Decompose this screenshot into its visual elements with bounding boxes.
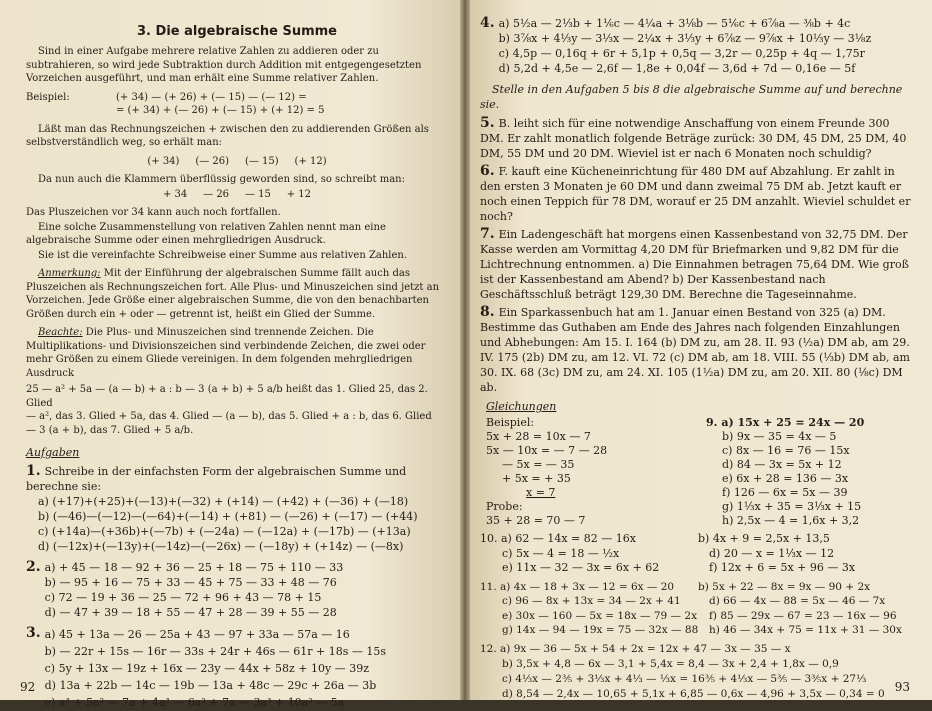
example-line-1: (+ 34) — (+ 26) + (— 15) — (— 12) = xyxy=(116,91,307,103)
task-5-text: B. leiht sich für eine notwendige Anschaffung von einem Freunde 300 DM. Er zahlt monatlich folgende Beträge zurück: 30 DM, 45 DM, 25 DM, 40 DM, 55 DM und 20 DM. Wieviel ist er nach 6 Monaten noch schuldig? xyxy=(480,117,907,160)
task-12-row: b) 3,5x + 4,8 — 6x — 3,1 + 5,4x = 8,4 — 3x + 2,4 + 1,8x — 0,9 xyxy=(502,657,839,670)
task-10-item: e) 11x — 32 — 3x = 6x + 62 xyxy=(502,561,660,574)
paragraph-3-expr: + 34 — 26 — 15 + 12 xyxy=(162,188,312,200)
example-eq-line: + 5x = + 35 xyxy=(502,472,571,485)
task-11-item: g) 14x — 94 — 19x = 75 — 32x — 88 xyxy=(502,624,699,636)
task-5: 5. B. leiht sich für eine notwendige Anschaffung von einem Freunde 300 DM. Er zahlt monatlich folgende Beträge zurück: 30 DM, 45 DM, 25 DM, 40 DM, 55 DM und 20 DM. Wieviel ist er nach 6 Monaten noch schuldig? xyxy=(480,115,907,160)
example-eq-line: x = 7 xyxy=(526,486,556,499)
note-label: Anmerkung: xyxy=(38,268,101,279)
task-11-item: e) 30x — 160 — 5x = 18x — 79 — 2x xyxy=(502,609,697,622)
page-number-right: 93 xyxy=(894,680,910,694)
task-3-row: b) — 22r + 15s — 16r — 33s + 24r + 46s — 61r + 18s — 15s xyxy=(44,645,386,658)
task-10-item: d) 20 — x = 1⅓x — 12 xyxy=(709,546,835,560)
task-9 xyxy=(706,416,916,528)
task-2-row: b) — 95 + 16 — 75 + 33 — 45 + 75 — 33 + 48 — 76 xyxy=(44,576,337,589)
task-4-row: b) 3⅞x + 4⅓y — 3⅓x — 2¼x + 3⅓y + 6⅞z — 9⅞x + 10⅓y — 3⅛z xyxy=(498,32,872,45)
task-1: 1. Schreibe in der einfachsten Form der algebraischen Summe und berechne sie: a) (+17)+(+25)+(—13)+(—32) + (+14) — (+42) + (—36) + (—18) b) (—46)—(—12)—(—64)+(—14) + (+81) — (—26) + (—17) — (+44) c) (+14a)—(+36b)+(—7b) + (—24a) — (—12a) + (—17b) — (+13a) d) (—12x)+(—13y)+(—14z)—(—26x) — (—18y) + (+14z) — (—8x) xyxy=(26,464,448,554)
task-9-row: h) 2,5x — 4 = 1,6x + 3,2 xyxy=(722,514,860,527)
task-9-row: g) 1⅓x + 35 = 3⅓x + 15 xyxy=(722,500,862,513)
task-9-row: 9. a) 15x + 25 = 24x — 20 xyxy=(706,416,865,429)
task-12-row: 12. a) 9x — 36 — 5x + 54 + 2x = 12x + 47 — 3x — 35 — x xyxy=(480,642,791,655)
task-7-text: Ein Ladengeschäft hat morgens einen Kassenbestand von 32,75 DM. Der Kasse werden am Vormittag 4,20 DM für Briefmarken und 9,82 DM für die Lichtrechnung entnommen. a) Die Einnahmen betragen 75,64 DM. Wie groß ist der Kassenbestand am Abend? b) Der Kassenbestand nach Geschäftsschluß beträgt 129,30 DM. Berechne die Tageseinnahme. xyxy=(480,228,909,301)
task-9-row: c) 8x — 16 = 76 — 15x xyxy=(722,444,850,457)
paragraph-6: Sie ist die vereinfachte Schreibweise einer Summe aus relativen Zahlen. xyxy=(38,249,408,261)
paragraph-4: Das Pluszeichen vor 34 kann auch noch fortfallen. xyxy=(26,207,281,218)
task-3-row: e) a³ + 5a² — 7a + 4a³ — 6a² + 7a — 3a³ + 10a² — 5a xyxy=(44,696,345,709)
task-3: 3. a) 45 + 13a — 26 — 25a + 43 — 97 + 33a — 57a — 16 b) — 22r + 15s — 16r — 33s + 24r + 46s — 61r + 18s — 15s c) 5y + 13x — 19z + 16x — 23y — 44x + 58z + 10y — 39z d) 13a + 22b — 14c — 19b — 13a + 48c — 29c + 26a — 3b e) a³ + 5a² — 7a + 4a³ — 6a² + 7a — 3a³ + 10a² — 5a xyxy=(26,625,386,709)
exercises-heading: Aufgaben xyxy=(26,446,80,459)
task-12 xyxy=(480,642,916,702)
beachte-paragraph xyxy=(26,326,448,380)
note-paragraph xyxy=(26,267,448,321)
example-eq-line: 5x — 10x = — 7 — 28 xyxy=(486,444,608,457)
expression-line-2: — a², das 3. Glied + 5a, das 4. Glied — (a — b), das 5. Glied + a : b, das 6. Glied xyxy=(26,411,432,422)
task-4-row: d) 5,2d + 4,5e — 2,6f — 1,8e + 0,04f — 3,6d + 7d — 0,16e — 5f xyxy=(498,62,856,75)
page-number-left: 92 xyxy=(20,680,36,694)
expression-block xyxy=(26,383,448,437)
note-text: Mit der Einführung der algebraischen Summe fällt auch das Pluszeichen als Rechnungszeichen fort. Alle Plus- und Minuszeichen sind jetzt an Vorzeichen. Jede Größe einer algebraischen Summe, die von den benachbarten Größen durch ein + oder — getrennt ist, heißt ein Glied der Summe. xyxy=(26,268,440,320)
task-10-item: f) 12x + 6 = 5x + 96 — 3x xyxy=(709,561,856,574)
task-2-row: a) + 45 — 18 — 92 + 36 — 25 + 18 — 75 + 110 — 33 xyxy=(44,561,344,574)
task-11-item: c) 96 — 8x + 13x = 34 — 2x + 41 xyxy=(502,595,681,607)
intro-paragraph: Sind in einer Aufgabe mehrere relative Zahlen zu addieren oder zu subtrahieren, so wird jede Subtraktion durch Addition mit entgegengesetzten Vorzeichen ausgeführt, und man erhält eine Summe relativer Zahlen. xyxy=(26,46,422,84)
paragraph-2-expr: (+ 34) (— 26) (— 15) (+ 12) xyxy=(147,155,327,167)
paragraph-3: Da nun auch die Klammern überflüssig geworden sind, so schreibt man: xyxy=(38,174,405,185)
task-4: 4. a) 5½a — 2⅓b + 1⅙c — 4¼a + 3⅛b — 5⅙c + 6⅞a — ⅜b + 4c b) 3⅞x + 4⅓y — 3⅓x — 2¼x + 3⅓y + 6⅞z — 9⅞x + 10⅓y — 3⅛z c) 4,5p — 0,16q + 6r + 5,1p + 0,5q — 3,2r — 0,25p + 4q — 1,75r d) 5,2d + 4,5e — 2,6f — 1,8e + 0,04f — 3,6d + 7d — 0,16e — 5f xyxy=(480,15,872,75)
example-eq-line: — 5x = — 35 xyxy=(502,458,575,471)
example-line-2: = (+ 34) + (— 26) + (— 15) + (+ 12) = 5 xyxy=(116,105,325,116)
section-title: 3. Die algebraische Summe xyxy=(137,24,337,39)
right-page xyxy=(470,0,932,700)
task-10 xyxy=(480,532,916,576)
task-10-item: 10. a) 62 — 14x = 82 — 16x xyxy=(480,532,636,545)
paragraph-5: Eine solche Zusammenstellung von relativen Zahlen nennt man eine algebraische Summe oder einen mehrgliedrigen Ausdruck. xyxy=(26,221,386,246)
task-12-row: d) 8,54 — 2,4x — 10,65 + 5,1x + 6,85 — 0,6x — 4,96 + 3,5x — 0,34 = 0 xyxy=(502,687,885,700)
task-1-row: d) (—12x)+(—13y)+(—14z)—(—26x) — (—18y) + (+14z) — (—8x) xyxy=(38,540,404,553)
equations-heading: Gleichungen xyxy=(486,400,557,413)
task-1-intro: Schreibe in der einfachsten Form der algebraischen Summe und berechne sie: xyxy=(26,465,407,493)
task-3-row: a) 45 + 13a — 26 — 25a + 43 — 97 + 33a — 57a — 16 xyxy=(44,628,350,641)
example-equations xyxy=(480,416,696,528)
task-1-row: a) (+17)+(+25)+(—13)+(—32) + (+14) — (+42) + (—36) + (—18) xyxy=(38,495,409,508)
beachte-text: Die Plus- und Minuszeichen sind trennende Zeichen. Die Multiplikations- und Divisionszeichen sind verbindende Zeichen, die zwei oder mehr Größen zu einem Gliede vereinigen. In dem folgenden mehrgliedrigen Ausdruck xyxy=(26,327,426,379)
equations-block xyxy=(480,416,916,528)
expression-line-1: 25 — a² + 5a — (a — b) + a : b — 3 (a + b) + 5 a/b heißt das 1. Glied 25, das 2. Glied xyxy=(26,384,428,409)
task-2-row: d) — 47 + 39 — 18 + 55 — 47 + 28 — 39 + 55 — 28 xyxy=(44,606,337,619)
task-8: 8. Ein Sparkassenbuch hat am 1. Januar einen Bestand von 325 (a) DM. Bestimme das Guthaben am Ende des Jahres nach folgenden Einzahlungen und Abhebungen: Am 15. I. 164 (b) DM zu, am 28. II. 93 (½a) DM ab, am 29. IV. 175 (2b) DM zu, am 12. VI. 72 (c) DM ab, am 18. VIII. 55 (⅓b) DM ab, am 30. IX. 68 (3c) DM zu, am 24. XI. 105 (1½a) DM zu, am 20. XII. 80 (⅛c) DM ab. xyxy=(480,304,910,394)
task-12-row: c) 4⅓x — 2⅗ + 3⅓x + 4⅓ — ⅓x = 16⅗ + 4⅓x — 5⅗ — 3⅗x + 27⅓ xyxy=(502,672,867,685)
task-4-row: c) 4,5p — 0,16q + 6r + 5,1p + 0,5q — 3,2r — 0,25p + 4q — 1,75r xyxy=(498,47,865,60)
task-9-row: b) 9x — 35 = 4x — 5 xyxy=(722,430,837,443)
task-10-item: c) 5x — 4 = 18 — ½x xyxy=(502,546,620,560)
task-9-row: d) 84 — 3x = 5x + 12 xyxy=(722,458,842,471)
task-2: 2. a) + 45 — 18 — 92 + 36 — 25 + 18 — 75 + 110 — 33 b) — 95 + 16 — 75 + 33 — 45 + 75 — 33 + 48 — 76 c) 72 — 19 + 36 — 25 — 72 + 96 + 43 — 78 + 15 d) — 47 + 39 — 18 + 55 — 47 + 28 — 39 + 55 — 28 xyxy=(26,559,344,619)
task-11 xyxy=(480,580,916,638)
example-eq-line: Beispiel: xyxy=(486,416,535,429)
task-7: 7. Ein Ladengeschäft hat morgens einen Kassenbestand von 32,75 DM. Der Kasse werden am Vormittag 4,20 DM für Briefmarken und 9,82 DM für die Lichtrechnung entnommen. a) Die Einnahmen betragen 75,64 DM. Wie groß ist der Kassenbestand am Abend? b) Der Kassenbestand nach Geschäftsschluß beträgt 129,30 DM. Berechne die Tageseinnahme. xyxy=(480,226,909,301)
left-page xyxy=(0,0,460,709)
task-11-item: d) 66 — 4x — 88 = 5x — 46 — 7x xyxy=(709,595,886,607)
task-1-row: b) (—46)—(—12)—(—64)+(—14) + (+81) — (—26) + (—17) — (+44) xyxy=(38,510,418,523)
example-label: Beispiel: xyxy=(26,91,70,103)
task-9-row: e) 6x + 28 = 136 — 3x xyxy=(722,472,849,485)
book-gutter xyxy=(460,0,470,700)
task-11-item: f) 85 — 29x — 67 = 23 — 16x — 96 xyxy=(709,609,897,622)
task-8-text: Ein Sparkassenbuch hat am 1. Januar einen Bestand von 325 (a) DM. Bestimme das Guthaben am Ende des Jahres nach folgenden Einzahlungen und Abhebungen: Am 15. I. 164 (b) DM zu, am 28. II. 93 (½a) DM ab, am 29. IV. 175 (2b) DM zu, am 12. VI. 72 (c) DM ab, am 18. VIII. 55 (⅓b) DM ab, am 30. IX. 68 (3c) DM zu, am 24. XI. 105 (1½a) DM zu, am 20. XII. 80 (⅛c) DM ab. xyxy=(480,306,910,394)
task-2-row: c) 72 — 19 + 36 — 25 — 72 + 96 + 43 — 78 + 15 xyxy=(44,591,322,604)
instruction-line: Stelle in den Aufgaben 5 bis 8 die algebraische Summe auf und berechne sie. xyxy=(480,83,903,111)
beachte-label: Beachte: xyxy=(38,327,83,338)
example-eq-line: Probe: xyxy=(486,500,523,513)
task-11-item: h) 46 — 34x + 75 = 11x + 31 — 30x xyxy=(709,624,902,636)
expression-line-3: — 3 (a + b), das 7. Glied + 5 a/b. xyxy=(26,424,194,436)
task-6: 6. F. kauft eine Kücheneinrichtung für 480 DM auf Abzahlung. Er zahlt in den ersten 3 Monaten je 60 DM und dann zweimal 75 DM ab. Jetzt kauft er noch einen Teppich für 78 DM, worauf er 25 DM anzahlt. Wieviel schuldet er noch? xyxy=(480,163,911,223)
task-11-item: b) 5x + 22 — 8x = 9x — 90 + 2x xyxy=(698,580,871,593)
example-block xyxy=(26,91,448,118)
task-11-item: 11. a) 4x — 18 + 3x — 12 = 6x — 20 xyxy=(480,580,675,593)
task-1-row: c) (+14a)—(+36b)+(—7b) + (—24a) — (—12a) + (—17b) — (+13a) xyxy=(38,525,411,538)
paragraph-2: Läßt man das Rechnungszeichen + zwischen den zu addierenden Größen als selbstverständlich weg, so erhält man: xyxy=(26,123,429,148)
task-3-row: d) 13a + 22b — 14c — 19b — 13a + 48c — 29c + 26a — 3b xyxy=(44,679,377,692)
example-eq-line: 35 + 28 = 70 — 7 xyxy=(486,514,586,527)
task-3-row: c) 5y + 13x — 19z + 16x — 23y — 44x + 58z + 10y — 39z xyxy=(44,662,370,675)
task-10-item: b) 4x + 9 = 2,5x + 13,5 xyxy=(698,532,830,545)
task-4-row: a) 5½a — 2⅓b + 1⅙c — 4¼a + 3⅛b — 5⅙c + 6⅞a — ⅜b + 4c xyxy=(498,17,851,30)
task-6-text: F. kauft eine Kücheneinrichtung für 480 DM auf Abzahlung. Er zahlt in den ersten 3 Monaten je 60 DM und dann zweimal 75 DM ab. Jetzt kauft er noch einen Teppich für 78 DM, worauf er 25 DM anzahlt. Wieviel schuldet er noch? xyxy=(480,165,911,223)
task-9-row: f) 126 — 6x = 5x — 39 xyxy=(722,486,848,499)
example-eq-line: 5x + 28 = 10x — 7 xyxy=(486,430,591,443)
